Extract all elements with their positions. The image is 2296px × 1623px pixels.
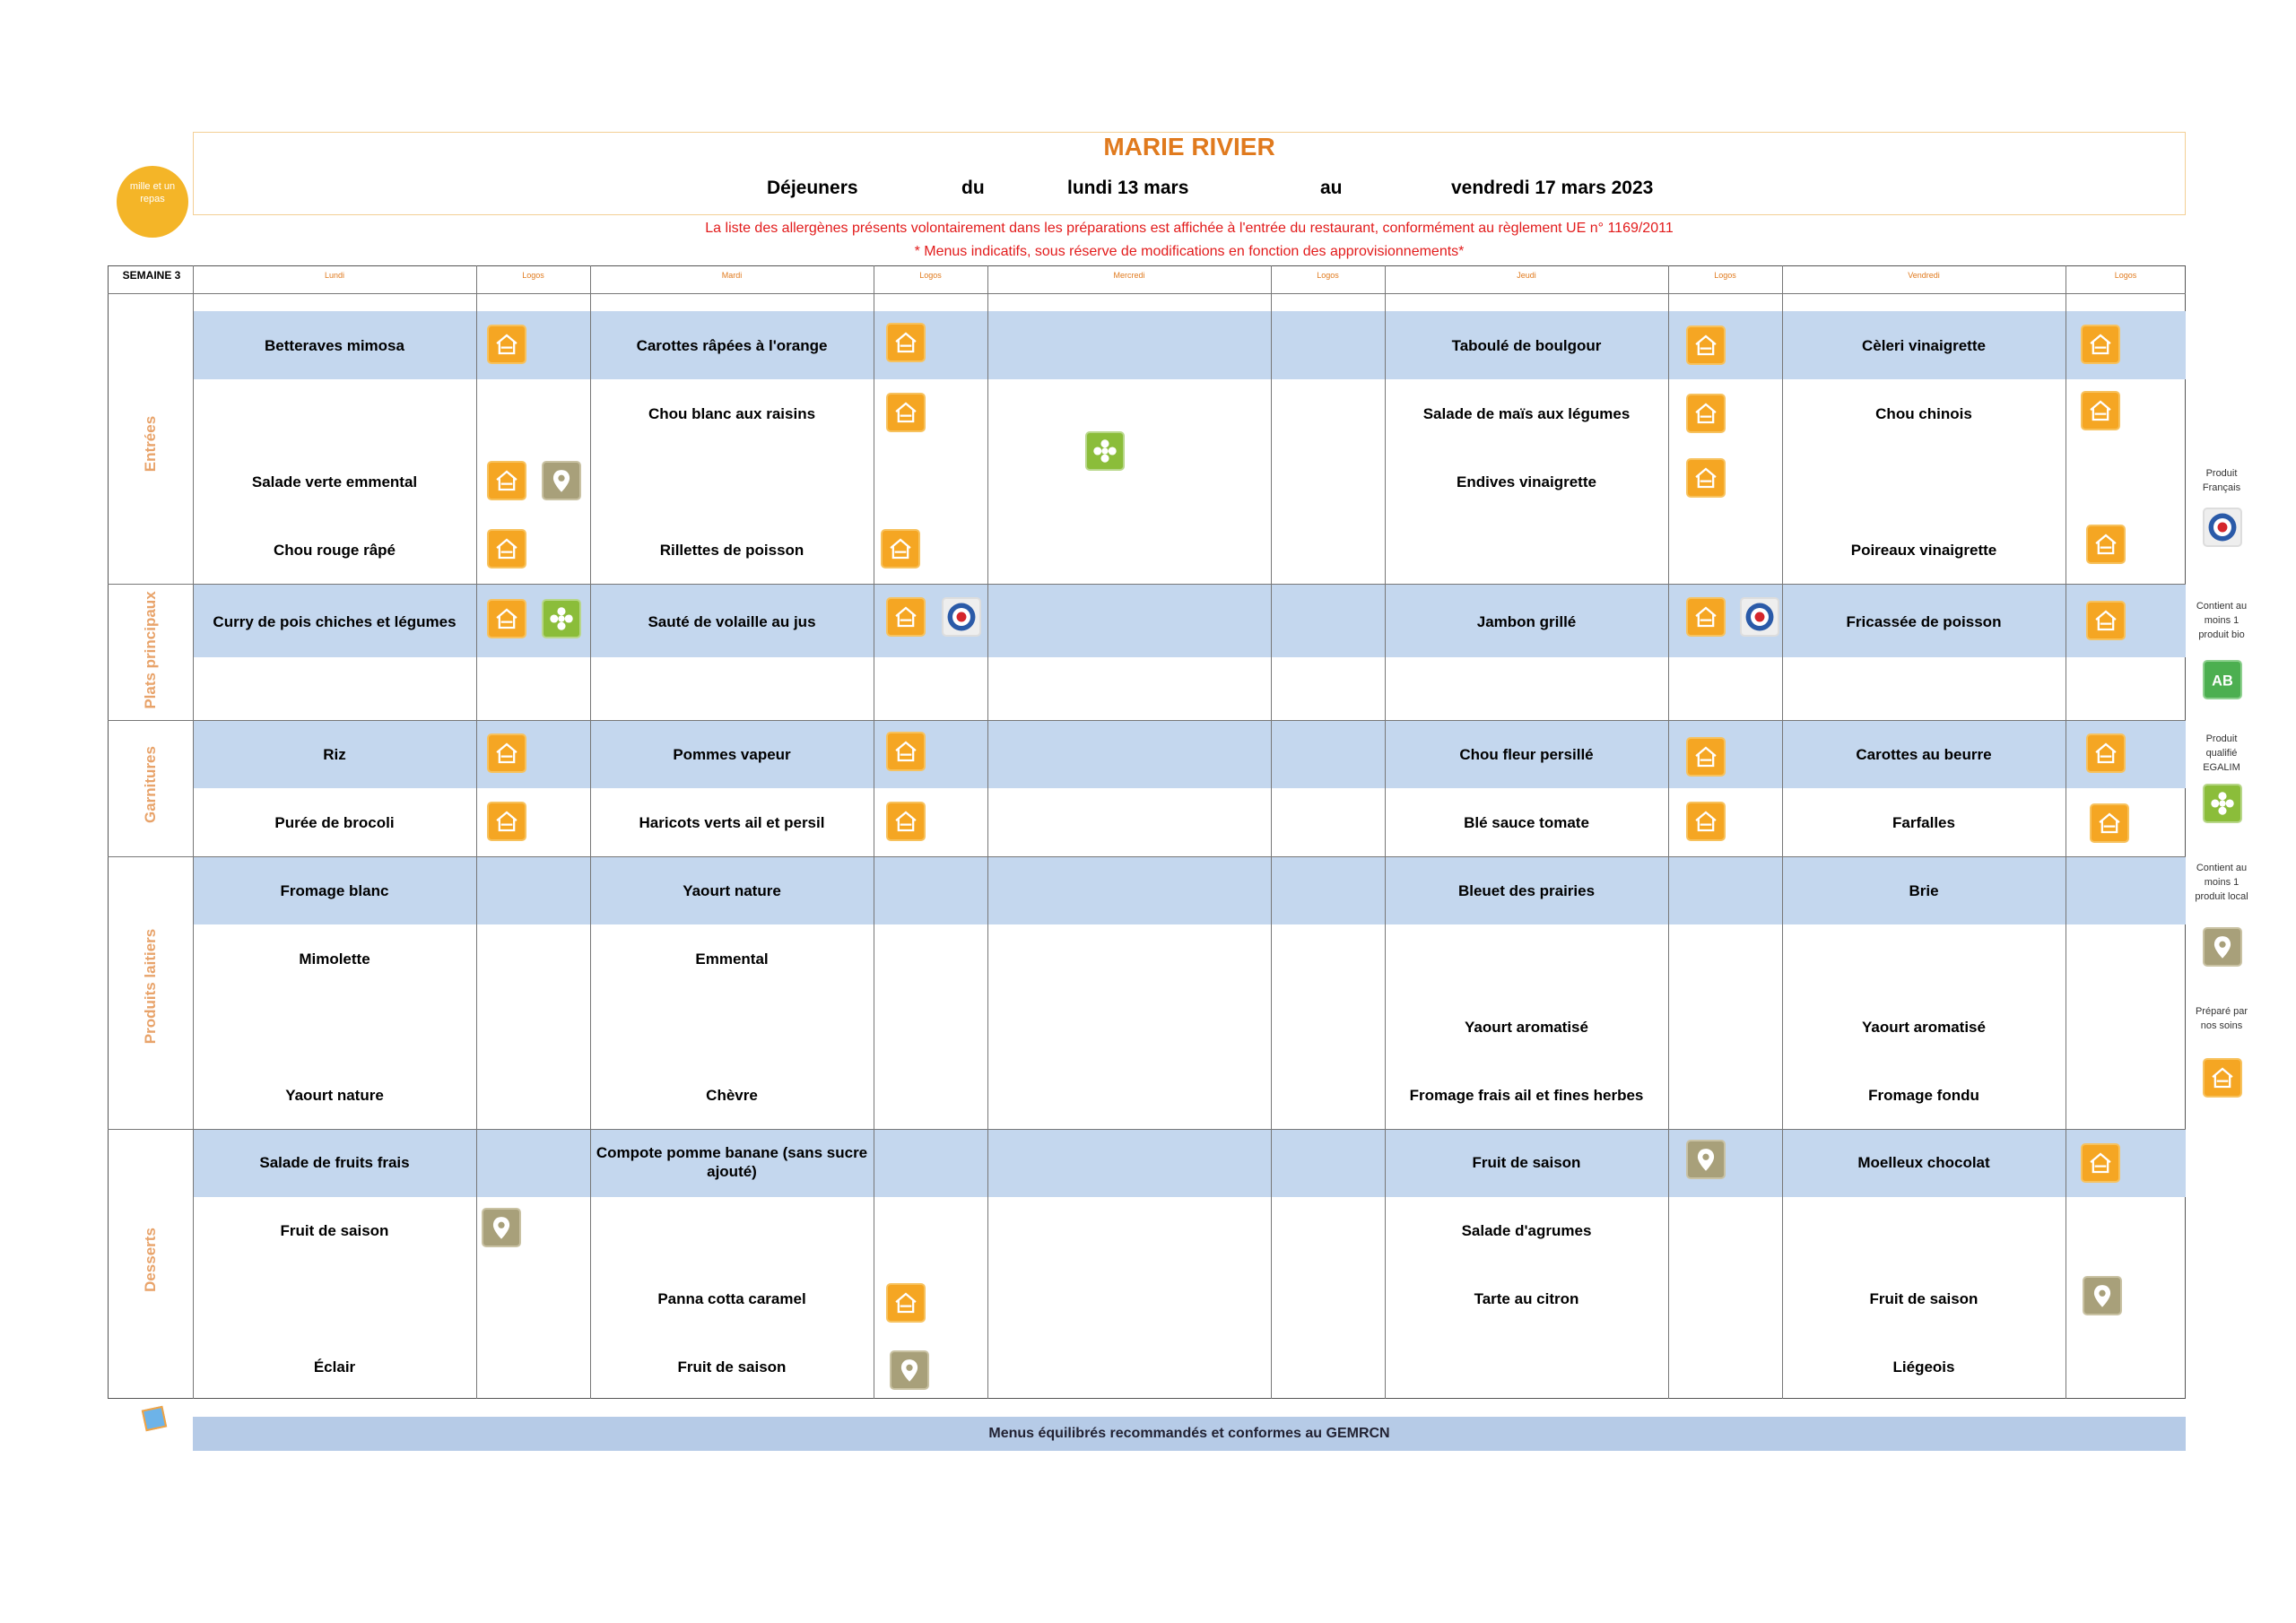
menu-item: Chèvre — [706, 1087, 758, 1104]
house-icon — [2081, 325, 2120, 364]
french-roundel-icon — [2203, 508, 2242, 547]
day-header-lundi: Lundi — [324, 271, 345, 280]
menu-item: Purée de brocoli — [274, 814, 395, 831]
house-icon — [2090, 803, 2129, 843]
egalim-flower-icon — [1085, 431, 1125, 471]
egalim-flower-icon — [2203, 784, 2242, 823]
day-header-vendredi: Vendredi — [1908, 271, 1940, 280]
menu-item: Fromage frais ail et fines herbes — [1409, 1087, 1644, 1104]
menu-item: Blé sauce tomate — [1464, 814, 1589, 831]
house-icon — [886, 732, 926, 771]
logos-header: Logos — [919, 271, 942, 280]
menu-item: Taboulé de boulgour — [1451, 337, 1602, 354]
menu-item: Salade verte emmental — [251, 473, 418, 490]
house-icon — [886, 323, 926, 362]
menu-item: Carottes râpées à l'orange — [636, 337, 828, 354]
house-icon — [487, 802, 526, 841]
menu-item: Poireaux vinaigrette — [1850, 542, 1997, 559]
menu-item: Chou fleur persillé — [1459, 746, 1594, 763]
category-desserts: Desserts — [142, 1228, 159, 1292]
menu-item: Yaourt nature — [683, 882, 781, 899]
logo-text: mille et un repas — [129, 181, 176, 204]
du-label: du — [961, 178, 985, 198]
logos-header: Logos — [2114, 271, 2137, 280]
house-icon — [886, 1283, 926, 1323]
house-icon — [886, 802, 926, 841]
legend-egalim-label: Produit qualifié EGALIM — [2203, 733, 2240, 773]
column-divider — [1668, 265, 1669, 1399]
menu-item: Fromage fondu — [1868, 1087, 1979, 1104]
row-divider — [108, 856, 2186, 857]
column-divider — [590, 265, 591, 1399]
house-icon — [2086, 601, 2126, 640]
menu-item: Mimolette — [299, 950, 370, 968]
egalim-flower-icon — [542, 599, 581, 638]
menu-item: Salade d'agrumes — [1461, 1222, 1592, 1239]
french-roundel-icon — [942, 597, 981, 637]
menu-item: Salade de maïs aux légumes — [1422, 405, 1631, 422]
location-pin-icon — [2203, 927, 2242, 967]
menus-note: * Menus indicatifs, sous réserve de modifications en fonction des approvisionnements* — [914, 244, 1465, 259]
gemrcn-icon — [142, 1406, 167, 1431]
house-icon — [886, 597, 926, 637]
row-divider — [108, 1129, 2186, 1130]
legend-local-label: Contient au moins 1 produit local — [2195, 863, 2248, 902]
location-pin-icon — [482, 1208, 521, 1247]
menu-item: Tarte au citron — [1474, 1290, 1579, 1307]
logos-header: Logos — [522, 271, 544, 280]
house-icon — [487, 733, 526, 773]
restaurant-title: MARIE RIVIER — [1103, 133, 1275, 161]
menu-item: Salade de fruits frais — [259, 1154, 410, 1171]
house-icon — [2086, 733, 2126, 773]
french-roundel-icon — [1740, 597, 1779, 637]
menu-item: Panna cotta caramel — [657, 1290, 806, 1307]
menu-item: Yaourt aromatisé — [1465, 1019, 1588, 1036]
menu-item: Betteraves mimosa — [265, 337, 404, 354]
allergens-note: La liste des allergènes présents volontairement dans les préparations est affichée à l'entrée du restaurant, conformément au règlement UE n° 1169/2011 — [705, 221, 1674, 236]
menu-item: Yaourt aromatisé — [1862, 1019, 1986, 1036]
location-pin-icon — [890, 1350, 929, 1390]
menu-item: Chou chinois — [1875, 405, 1972, 422]
house-icon — [487, 529, 526, 568]
house-icon — [2203, 1058, 2242, 1098]
category-entrees: Entrées — [142, 415, 159, 473]
menu-item: Endives vinaigrette — [1457, 473, 1596, 490]
end-date: vendredi 17 mars 2023 — [1451, 178, 1654, 198]
start-date: lundi 13 mars — [1067, 178, 1189, 198]
menu-item: Yaourt nature — [285, 1087, 384, 1104]
menu-item: Fruit de saison — [677, 1358, 787, 1376]
house-icon — [487, 461, 526, 500]
menu-item: Fruit de saison — [1472, 1154, 1581, 1171]
house-icon — [881, 529, 920, 568]
column-divider — [1271, 265, 1272, 1399]
mille-repas-logo — [117, 166, 188, 238]
menu-item: Sauté de volaille au jus — [648, 613, 816, 630]
menu-item: Fricassée de poisson — [1846, 613, 2002, 630]
house-icon — [1686, 737, 1726, 777]
logos-header: Logos — [1317, 271, 1339, 280]
house-icon — [1686, 394, 1726, 433]
category-garnitures: Garnitures — [142, 746, 159, 823]
menu-item: Fruit de saison — [1869, 1290, 1979, 1307]
menu-item: Compote pomme banane (sans sucre ajouté) — [596, 1144, 868, 1180]
column-divider — [476, 265, 477, 1399]
menu-item: Riz — [323, 746, 346, 763]
house-icon — [2086, 525, 2126, 564]
location-pin-icon — [2083, 1276, 2122, 1315]
menu-item: Moelleux chocolat — [1857, 1154, 1990, 1171]
menu-item: Curry de pois chiches et légumes — [213, 613, 457, 630]
svg-text:AB: AB — [2212, 673, 2233, 690]
menu-item: Éclair — [313, 1358, 356, 1376]
menu-item: Farfalles — [1892, 814, 1955, 831]
row-divider — [108, 584, 2186, 585]
column-divider — [1782, 265, 1783, 1399]
menu-item: Liégeois — [1892, 1358, 1955, 1376]
house-icon — [886, 393, 926, 432]
row-divider — [108, 720, 2186, 721]
menu-item: Emmental — [695, 950, 769, 968]
house-icon — [1686, 597, 1726, 637]
menu-item: Brie — [1909, 882, 1939, 899]
location-pin-icon — [1686, 1140, 1726, 1179]
menu-item: Fruit de saison — [280, 1222, 389, 1239]
house-icon — [2081, 1143, 2120, 1183]
menu-item: Jambon grillé — [1476, 613, 1577, 630]
legend-bio-label: Contient au moins 1 produit bio — [2196, 601, 2248, 640]
day-header-mercredi: Mercredi — [1113, 271, 1145, 280]
ab-bio-icon — [2203, 660, 2242, 699]
menu-item: Cèleri vinaigrette — [1862, 337, 1986, 354]
menu-item: Chou rouge râpé — [273, 542, 396, 559]
column-divider — [987, 265, 988, 1399]
week-label: SEMAINE 3 — [122, 269, 181, 282]
house-icon — [1686, 802, 1726, 841]
footer-banner: Menus équilibrés recommandés et conformes au GEMRCN — [193, 1417, 2186, 1451]
category-produits-laitiers: Produits laitiers — [142, 928, 159, 1045]
house-icon — [2081, 391, 2120, 430]
menu-item: Carottes au beurre — [1856, 746, 1992, 763]
logos-header: Logos — [1714, 271, 1736, 280]
location-pin-icon — [542, 461, 581, 500]
menu-item: Haricots verts ail et persil — [639, 814, 825, 831]
house-icon — [487, 599, 526, 638]
house-icon — [1686, 325, 1726, 365]
au-label: au — [1320, 178, 1343, 198]
menu-item: Fromage blanc — [280, 882, 389, 899]
legend-home-label: Préparé par nos soins — [2195, 1006, 2248, 1031]
house-icon — [1686, 458, 1726, 498]
day-header-jeudi: Jeudi — [1517, 271, 1536, 280]
menu-item: Pommes vapeur — [673, 746, 791, 763]
day-header-mardi: Mardi — [721, 271, 743, 280]
menu-item: Chou blanc aux raisins — [648, 405, 816, 422]
menu-item: Rillettes de poisson — [659, 542, 804, 559]
row-divider — [108, 293, 2186, 294]
meal-label: Déjeuners — [767, 178, 858, 198]
house-icon — [487, 325, 526, 364]
menu-item: Bleuet des prairies — [1457, 882, 1596, 899]
category-plats: Plats principaux — [142, 591, 159, 709]
legend-french-label: Produit Français — [2202, 468, 2241, 493]
